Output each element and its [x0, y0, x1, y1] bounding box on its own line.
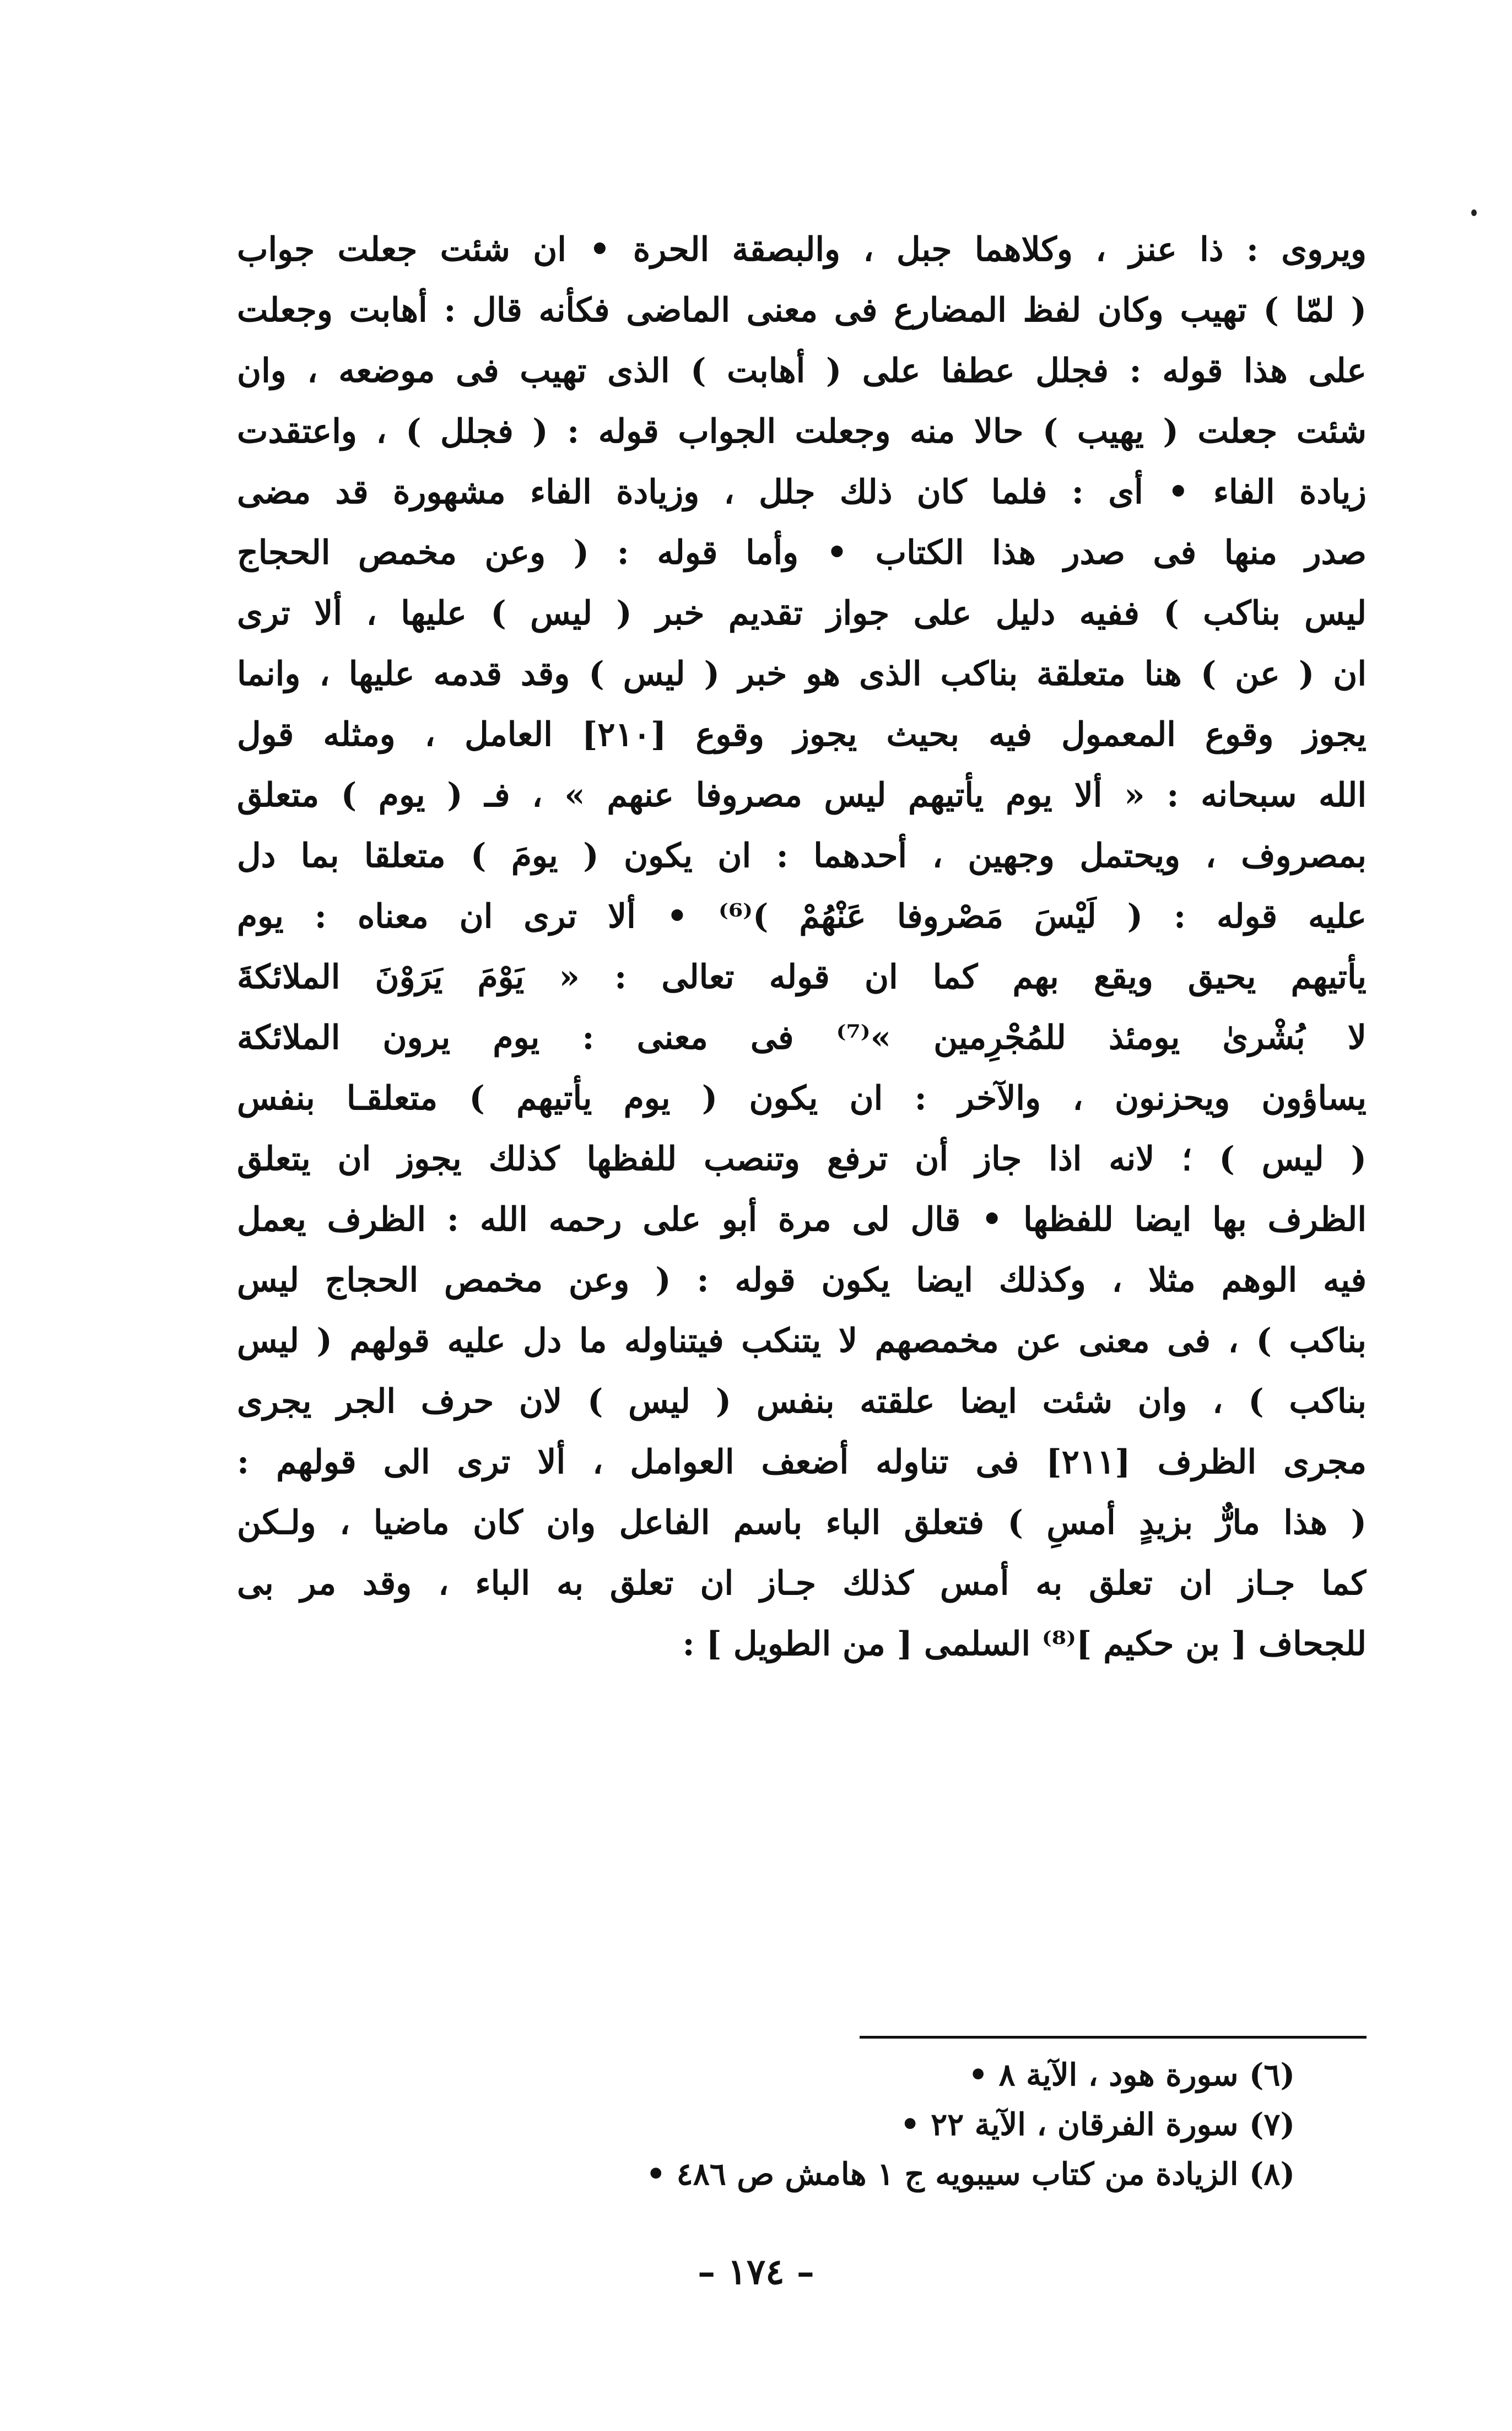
text-line: ( هذا مارٌّ بزيدٍ أمسِ ) فتعلق الباء باسم الفاعل وان كان ماضيا ، ولـكن [237, 1503, 1367, 1542]
text-line: للجحاف [ بن حكيم ]⁽⁸⁾ السلمى [ من الطويل ] : [682, 1625, 1367, 1663]
text-line: زيادة الفاء • أى : فلما كان ذلك جلل ، وزيادة الفاء مشهورة قد مضى [237, 473, 1367, 511]
text-line: صدر منها فى صدر هذا الكتاب • وأما قوله : ( وعن مخمص الحجاج [237, 533, 1367, 572]
text-line: بناكب ) ، وان شئت ايضا علقته بنفس ( ليس ) لان حرف الجر يجرى [237, 1382, 1367, 1421]
text-line: يجوز وقوع المعمول فيه بحيث يجوز وقوع [٢١٠] العامل ، ومثله قول [237, 715, 1367, 754]
scan-speck [1471, 209, 1477, 216]
text-line: كما جـاز ان تعلق به أمس كذلك جـاز ان تعلق به الباء ، وقد مر بى [237, 1564, 1367, 1603]
text-line: لا بُشْرىٰ يومئذ للمُجْرِمين »⁽⁷⁾ فى معنى : يوم يرون الملائكة [237, 1018, 1367, 1057]
text-line: مجرى الظرف [٢١١] فى تناوله أضعف العوامل ، ألا ترى الى قولهم : [237, 1443, 1367, 1481]
footnote: (٦) سورة هود ، الآية ٨ • [968, 2057, 1295, 2093]
text-line: فيه الوهم مثلا ، وكذلك ايضا يكون قوله : ( وعن مخمص الحجاج ليس [237, 1261, 1367, 1300]
text-line: عليه قوله : ( لَيْسَ مَصْروفا عَنْهُمْ )⁽⁶⁾ • ألا ترى ان معناه : يوم [237, 897, 1367, 936]
footnotes [358, 2050, 1295, 2199]
text-line: شئت جعلت ( يهيب ) حالا منه وجعلت الجواب قوله : ( فجلل ) ، واعتقدت [237, 412, 1367, 451]
main-text-block [237, 219, 1367, 1674]
text-line: ( ليس ) ؛ لانه اذا جاز أن ترفع وتنصب للفظها كذلك يجوز ان يتعلق [237, 1140, 1367, 1178]
text-line: الله سبحانه : « ألا يوم يأتيهم ليس مصروفا عنهم » ، فـ ( يوم ) متعلق [237, 776, 1367, 815]
text-line: ليس بناكب ) ففيه دليل على جواز تقديم خبر ( ليس ) عليها ، ألا ترى [237, 594, 1367, 633]
page-number: – ١٧٤ – [698, 2251, 814, 2293]
text-line: ان ( عن ) هنا متعلقة بناكب الذى هو خبر ( ليس ) وقد قدمه عليها ، وانما [237, 655, 1367, 693]
text-line: بناكب ) ، فى معنى عن مخمصهم لا يتنكب فيتناوله ما دل عليه قولهم ( ليس [237, 1322, 1367, 1360]
footnote: (٨) الزيادة من كتاب سيبويه ج ١ هامش ص ٤٨٦ • [646, 2156, 1295, 2192]
text-line: على هذا قوله : فجلل عطفا على ( أهابت ) الذى تهيب فى موضعه ، وان [237, 352, 1367, 390]
text-line: يساؤون ويحزنون ، والآخر : ان يكون ( يوم يأتيهم ) متعلقـا بنفس [237, 1079, 1367, 1118]
text-line: ( لمّا ) تهيب وكان لفظ المضارع فى معنى الماضى فكأنه قال : أهابت وجعلت [237, 291, 1367, 330]
text-line: ويروى : ذا عنز ، وكلاهما جبل ، والبصقة الحرة • ان شئت جعلت جواب [237, 230, 1367, 269]
text-line: يأتيهم يحيق ويقع بهم كما ان قوله تعالى : « يَوْمَ يَرَوْنَ الملائكةَ [237, 958, 1367, 996]
text-line: بمصروف ، ويحتمل وجهين ، أحدهما : ان يكون ( يومَ ) متعلقا بما دل [237, 837, 1367, 875]
footnote-separator [860, 2036, 1367, 2039]
footnote: (٧) سورة الفرقان ، الآية ٢٢ • [900, 2106, 1295, 2143]
text-line: الظرف بها ايضا للفظها • قال لى مرة أبو على رحمه الله : الظرف يعمل [237, 1200, 1367, 1239]
